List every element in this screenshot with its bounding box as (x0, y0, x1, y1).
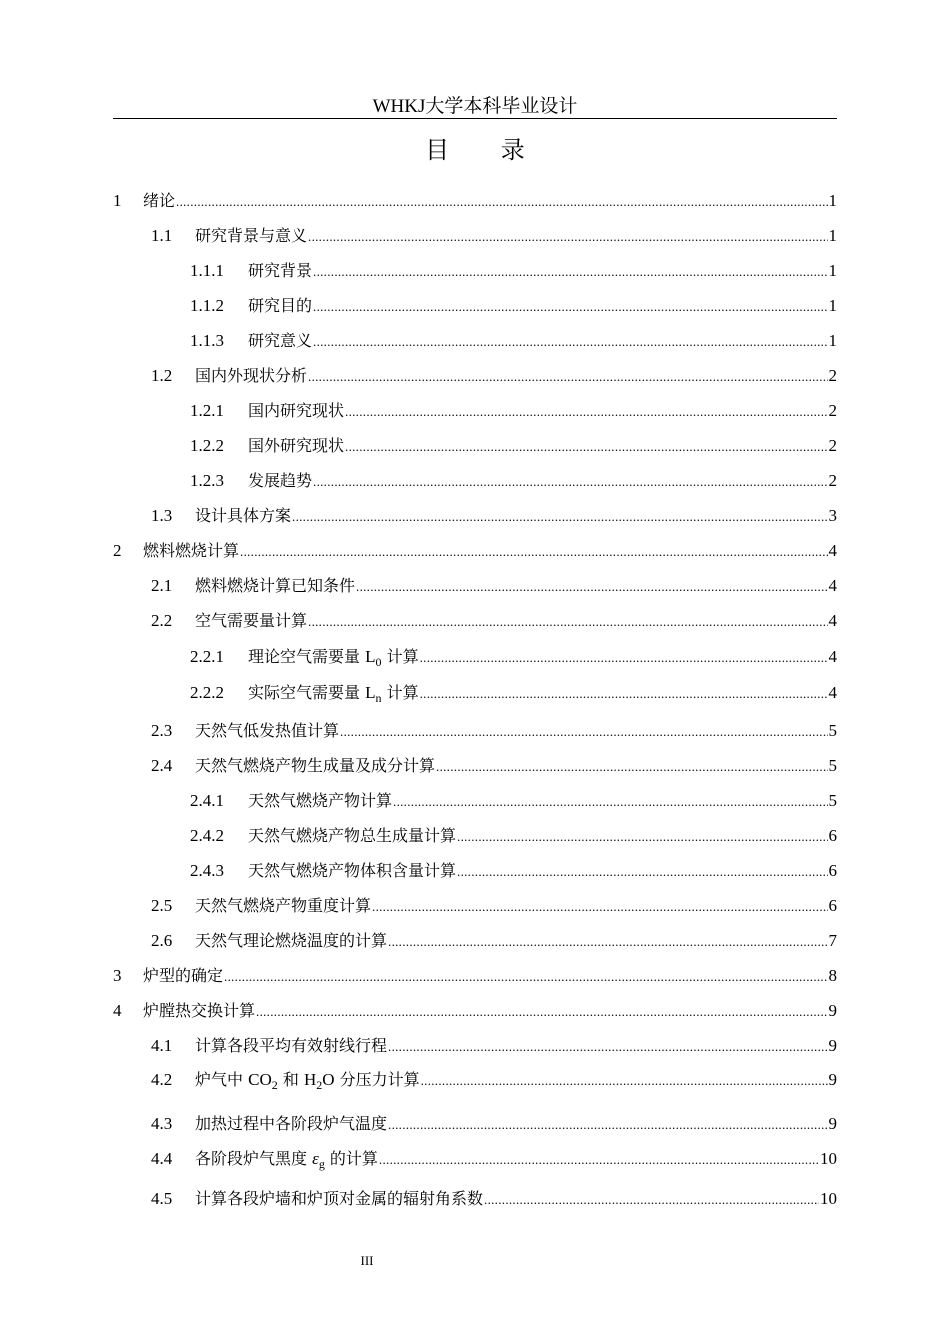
toc-entry-page: 9 (828, 1036, 837, 1055)
toc-entry-title (248, 680, 419, 706)
toc-entry-title: 绪论 (143, 191, 176, 210)
toc-entry[interactable] (113, 963, 837, 987)
toc-entry-number: 1.2.2 (190, 436, 224, 455)
toc-leader-dots (308, 229, 827, 245)
toc-entry[interactable] (151, 1067, 837, 1091)
toc-entry-page: 4 (828, 683, 837, 702)
toc-entry-title-part: 理论空气需要量 (248, 647, 361, 666)
toc-leader-dots (388, 1117, 827, 1133)
toc-entry-title: 天然气燃烧产物计算 (248, 791, 393, 810)
toc-entry-page: 10 (820, 1149, 837, 1168)
toc-entry-page: 9 (828, 1001, 837, 1020)
toc-entry[interactable] (151, 223, 837, 247)
toc-entry-page: 1 (828, 296, 837, 315)
page-header (113, 95, 837, 118)
toc-entry[interactable] (151, 1186, 837, 1210)
toc-entry-title: 研究背景 (248, 261, 313, 280)
toc-entry-title-part: 炉气中 (195, 1070, 244, 1089)
toc-entry-number: 3 (113, 966, 122, 985)
toc-entry[interactable] (190, 258, 837, 282)
toc-leader-dots (313, 474, 827, 490)
toc-entry-page: 2 (828, 471, 837, 490)
toc-leader-dots (256, 1004, 827, 1020)
toc-entry-title-part: 计算 (386, 647, 419, 666)
toc-entry-number: 1.2 (151, 366, 173, 385)
toc-entry-number: 2.5 (151, 896, 173, 915)
toc-entry[interactable] (151, 363, 837, 387)
toc-entry[interactable] (190, 433, 837, 457)
toc-entry[interactable] (190, 328, 837, 352)
toc-entry-title: 天然气低发热值计算 (195, 721, 340, 740)
toc-entry-number: 4.1 (151, 1036, 173, 1055)
toc-entry[interactable] (151, 893, 837, 917)
toc-entry-page: 8 (828, 966, 837, 985)
h2o-subscript: 2 (316, 1078, 323, 1093)
toc-entry-page: 10 (820, 1189, 837, 1208)
header-school-title: 大学本科毕业设计 (425, 95, 578, 117)
toc-entry-title: 炉膛热交换计算 (143, 1001, 256, 1020)
toc-entry-title: 天然气燃烧产物重度计算 (195, 896, 372, 915)
toc-entry-page: 2 (828, 401, 837, 420)
toc-entry-title: 研究意义 (248, 331, 313, 350)
toc-entry-page: 2 (828, 436, 837, 455)
toc-entry-number: 1.2.3 (190, 471, 224, 490)
toc-entry-page: 2 (828, 366, 837, 385)
toc-leader-dots (313, 264, 827, 280)
toc-entry-page: 5 (828, 756, 837, 775)
toc-entry-page: 4 (828, 647, 837, 666)
toc-leader-dots (345, 439, 827, 455)
toc-entry-title-part: 和 (282, 1070, 299, 1089)
toc-entry[interactable] (151, 608, 837, 632)
toc-entry[interactable] (190, 468, 837, 492)
toc-entry-number: 2.2 (151, 611, 173, 630)
toc-leader-dots (176, 194, 827, 210)
toc-entry-title: 计算各段平均有效射线行程 (195, 1036, 388, 1055)
toc-entry[interactable] (151, 1033, 837, 1057)
toc-entry-title: 加热过程中各阶段炉气温度 (195, 1114, 388, 1133)
co2-subscript: 2 (271, 1078, 278, 1093)
toc-entry-number: 4.2 (151, 1070, 173, 1089)
toc-entry[interactable] (151, 573, 837, 597)
toc-leader-dots (313, 334, 827, 350)
toc-entry-number: 1.2.1 (190, 401, 224, 420)
toc-entry-number: 2.3 (151, 721, 173, 740)
toc-entry-page: 7 (828, 931, 837, 950)
toc-entry-number: 1 (113, 191, 122, 210)
toc-entry-title-part: 分压力计算 (339, 1070, 420, 1089)
toc-entry[interactable] (151, 718, 837, 742)
toc-leader-dots (393, 794, 827, 810)
toc-entry-page: 6 (828, 896, 837, 915)
toc-entry[interactable] (190, 293, 837, 317)
header-rule (113, 118, 837, 119)
toc-leader-dots (420, 650, 828, 666)
h2o-formula-o: O (322, 1070, 335, 1089)
toc-entry[interactable] (190, 858, 837, 882)
symbol-subscript: n (375, 691, 382, 706)
toc-entry-title: 天然气燃烧产物总生成量计算 (248, 826, 457, 845)
toc-entry-number: 1.1.1 (190, 261, 224, 280)
toc-leader-dots (224, 969, 827, 985)
toc-entry[interactable] (113, 998, 837, 1022)
toc-entry-title: 国外研究现状 (248, 436, 345, 455)
toc-leader-dots (421, 1073, 828, 1089)
toc-leader-dots (356, 579, 827, 595)
toc-entry-page: 1 (828, 191, 837, 210)
toc-entry-page: 1 (828, 261, 837, 280)
toc-entry[interactable] (190, 680, 837, 704)
toc-entry-title (195, 1146, 378, 1172)
h2o-formula-h: H (303, 1070, 317, 1089)
toc-entry-title (248, 644, 419, 670)
symbol-l: L (365, 683, 376, 702)
symbol-subscript: 0 (375, 655, 382, 670)
toc-entry-page: 5 (828, 721, 837, 740)
toc-leader-dots (484, 1192, 819, 1208)
toc-entry[interactable] (113, 538, 837, 562)
toc-leader-dots (388, 934, 827, 950)
toc-entry[interactable] (190, 644, 837, 668)
symbol-subscript: g (318, 1157, 325, 1172)
header-school-code: WHKJ (372, 96, 426, 117)
toc-entry[interactable] (151, 753, 837, 777)
toc-entry-title (195, 1067, 420, 1093)
toc-entry-number: 2.4.3 (190, 861, 224, 880)
toc-leader-dots (345, 404, 827, 420)
toc-leader-dots (457, 829, 827, 845)
toc-leader-dots (313, 299, 827, 315)
toc-entry-page: 5 (828, 791, 837, 810)
toc-entry-title: 天然气燃烧产物体积含量计算 (248, 861, 457, 880)
toc-entry-page: 4 (828, 576, 837, 595)
toc-entry-title: 计算各段炉墙和炉顶对金属的辐射角系数 (195, 1189, 484, 1208)
toc-entry-number: 1.1 (151, 226, 173, 245)
toc-entry-title: 炉型的确定 (143, 966, 224, 985)
toc-entry-title-part: 各阶段炉气黑度 (195, 1149, 308, 1168)
toc-leader-dots (388, 1039, 827, 1055)
toc-entry-title: 国内外现状分析 (195, 366, 308, 385)
toc-leader-dots (240, 544, 827, 560)
toc-entry-title: 国内研究现状 (248, 401, 345, 420)
toc-entry-number: 2.4.2 (190, 826, 224, 845)
toc-leader-dots (379, 1152, 819, 1168)
toc-entry-page: 9 (828, 1114, 837, 1133)
toc-entry-number: 2.6 (151, 931, 173, 950)
toc-entry-page: 3 (828, 506, 837, 525)
toc-entry-number: 2.4 (151, 756, 173, 775)
toc-entry[interactable] (151, 1111, 837, 1135)
toc-leader-dots (292, 509, 827, 525)
toc-entry-page: 4 (828, 541, 837, 560)
toc-leader-dots (308, 614, 827, 630)
toc-entry[interactable] (190, 823, 837, 847)
toc-entry-number: 4.3 (151, 1114, 173, 1133)
toc-leader-dots (372, 899, 827, 915)
epsilon-symbol: ε (312, 1149, 319, 1168)
toc-leader-dots (457, 864, 827, 880)
toc-entry[interactable] (190, 398, 837, 422)
toc-title: 目 录 (425, 136, 547, 164)
toc-entry[interactable] (151, 928, 837, 952)
symbol-l: L (365, 647, 376, 666)
toc-entry-title: 设计具体方案 (195, 506, 292, 525)
toc-entry-number: 2.2.2 (190, 683, 224, 702)
toc-entry-title: 天然气理论燃烧温度的计算 (195, 931, 388, 950)
toc-entry-title-part: 实际空气需要量 (248, 683, 361, 702)
toc-entry-number: 2.1 (151, 576, 173, 595)
toc-leader-dots (340, 724, 827, 740)
toc-entry-title: 燃料燃烧计算已知条件 (195, 576, 356, 595)
toc-entry-title: 研究目的 (248, 296, 313, 315)
toc-entry-title-part: 计算 (386, 683, 419, 702)
toc-entry-title: 天然气燃烧产物生成量及成分计算 (195, 756, 436, 775)
toc-entry-page: 6 (828, 861, 837, 880)
toc-entry-number: 1.3 (151, 506, 173, 525)
toc-entry-title: 发展趋势 (248, 471, 313, 490)
toc-entry-page: 9 (828, 1070, 837, 1089)
toc-entry-title-part: 的计算 (329, 1149, 378, 1168)
toc-entry-title: 研究背景与意义 (195, 226, 308, 245)
toc-entry-number: 4.5 (151, 1189, 173, 1208)
page-number: III (360, 1253, 374, 1268)
toc-entry[interactable] (151, 503, 837, 527)
toc-leader-dots (308, 369, 827, 385)
toc-entry-number: 1.1.2 (190, 296, 224, 315)
toc-entry-page: 4 (828, 611, 837, 630)
toc-entry-page: 1 (828, 226, 837, 245)
toc-entry-page: 6 (828, 826, 837, 845)
toc-entry[interactable] (113, 188, 837, 212)
toc-leader-dots (420, 686, 828, 702)
toc-entry-number: 2 (113, 541, 122, 560)
toc-leader-dots (436, 759, 827, 775)
toc-entry-number: 2.2.1 (190, 647, 224, 666)
toc-entry-number: 1.1.3 (190, 331, 224, 350)
toc-entry[interactable] (190, 788, 837, 812)
co2-formula: CO (248, 1070, 272, 1089)
toc-entry-page: 1 (828, 331, 837, 350)
toc-entry-number: 4.4 (151, 1149, 173, 1168)
toc-entry-title: 空气需要量计算 (195, 611, 308, 630)
toc-entry-title: 燃料燃烧计算 (143, 541, 240, 560)
toc-entry-number: 2.4.1 (190, 791, 224, 810)
toc-entry-number: 4 (113, 1001, 122, 1020)
toc-entry[interactable] (151, 1146, 837, 1170)
